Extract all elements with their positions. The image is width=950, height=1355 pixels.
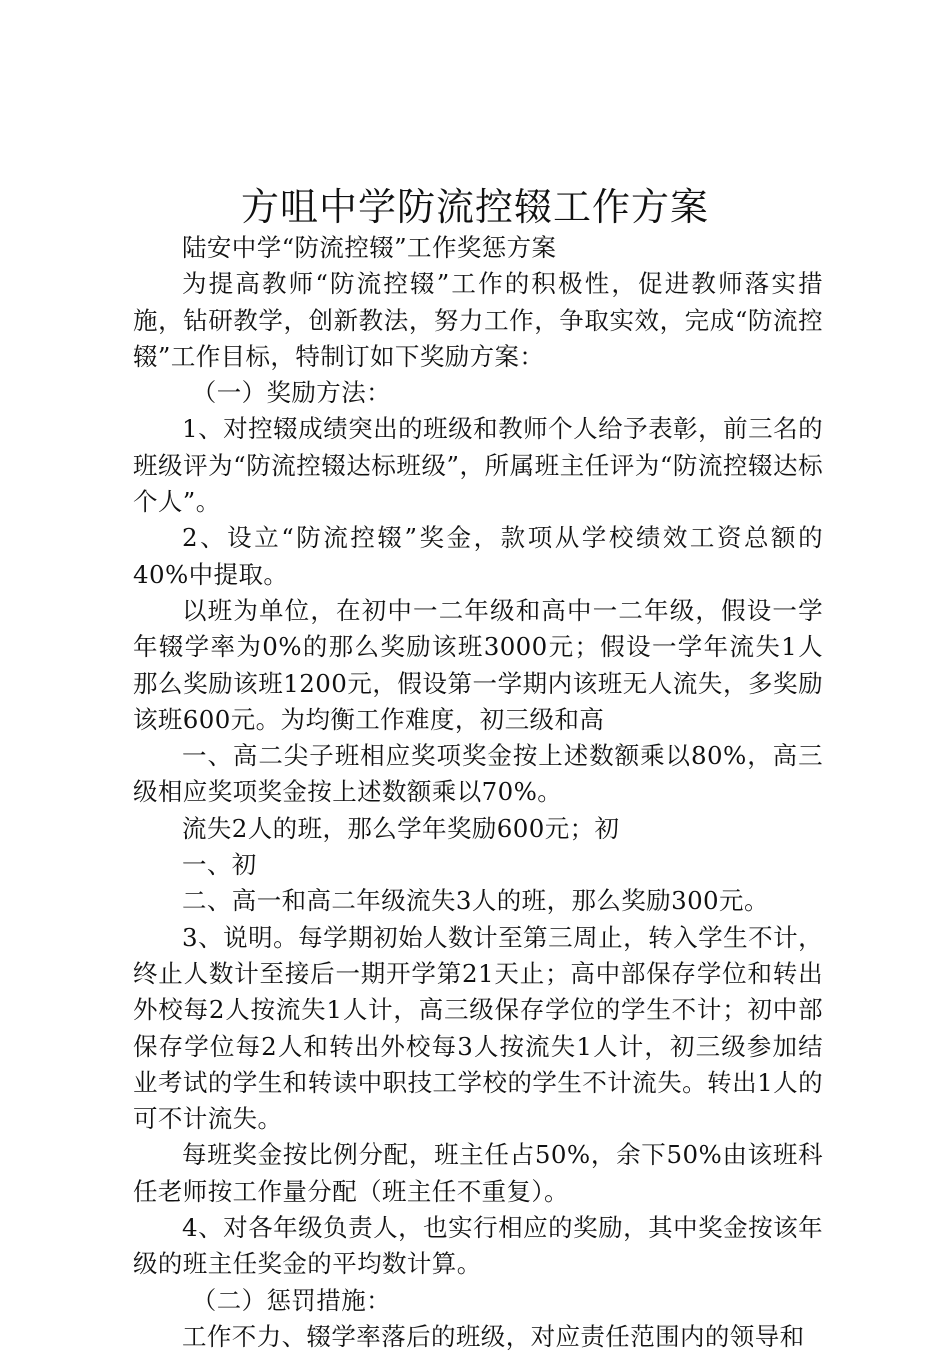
paragraph-loss-three: 二、高一和高二年级流失3人的班，那么奖励300元。 (182, 886, 769, 916)
paragraph-distribution: 每班奖金按比例分配，班主任占50%，余下50%由该班科任老师按工作量分配（班主任不重复）。 (133, 1140, 823, 1206)
paragraph-item-2: 2、设立“防流控辍”奖金，款项从学校绩效工资总额的40%中提取。 (133, 523, 823, 589)
paragraph-fragment: 一、初 (182, 850, 257, 880)
paragraph-item-4: 4、对各年级负责人，也实行相应的奖励，其中奖金按该年级的班主任奖金的平均数计算。 (133, 1213, 823, 1279)
paragraph-intro: 为提高教师“防流控辍”工作的积极性，促进教师落实措施，钻研教学，创新教法，努力工作，争取实效，完成“防流控辍”工作目标，特制订如下奖励方案： (133, 269, 823, 371)
paragraph-item-1: 1、对控辍成绩突出的班级和教师个人给予表彰，前三名的班级评为“防流控辍达标班级”，所属班主任评为“防流控辍达标个人”。 (133, 414, 823, 517)
section-heading-penalties: （二）惩罚措施： (191, 1285, 391, 1315)
paragraph-heading-scheme: 陆安中学“防流控辍”工作奖惩方案 (182, 233, 557, 262)
document-body (133, 230, 823, 1355)
paragraph-class-reward: 以班为单位，在初中一二年级和高中一二年级，假设一学年辍学率为0%的那么奖励该班3000元；假设一学年流失1人那么奖励该班1200元，假设第一学期内该班无人流失，多奖励该班600元。为均衡工作难度，初三级和高 (133, 595, 823, 734)
section-heading-reward-methods: （一）奖励方法： (191, 378, 391, 408)
paragraph-penalty: 工作不力、辍学率落后的班级，对应责任范围内的领导和 (182, 1321, 805, 1351)
paragraph-loss-two: 流失2人的班，那么学年奖励600元；初 (182, 813, 620, 843)
paragraph-senior-ratio: 一、高二尖子班相应奖项奖金按上述数额乘以80%，高三级相应奖项奖金按上述数额乘以70%。 (133, 741, 823, 807)
paragraph-item-3: 3、说明。每学期初始人数计至第三周止，转入学生不计，终止人数计至接后一期开学第21天止；高中部保存学位和转出外校每2人按流失1人计，高三级保存学位的学生不计；初中部保存学位每2人和转出外校每3人按流失1人计，初三级参加结业考试的学生和转读中职技工学校的学生不计流失。转出1人的可不计流失。 (133, 922, 823, 1134)
document-title: 方咀中学防流控辍工作方案 (240, 185, 709, 229)
